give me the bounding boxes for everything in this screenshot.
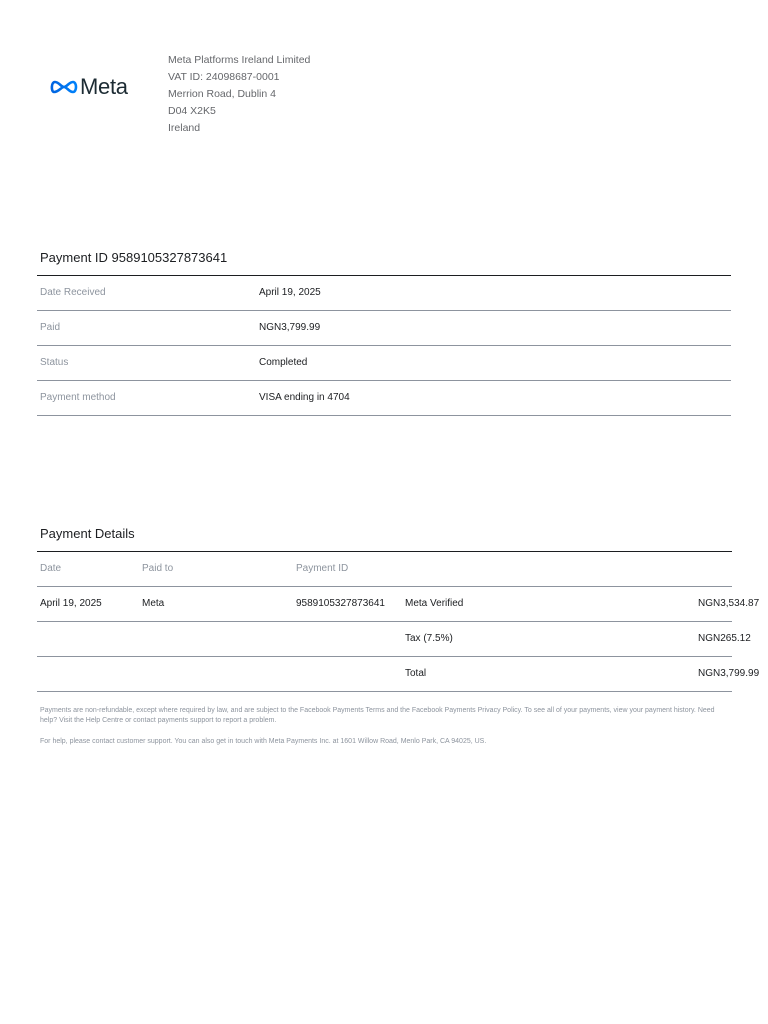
summary-value: NGN3,799.99 [259,322,321,333]
details-header-row [37,552,732,587]
company-address [168,52,310,137]
item-description: Meta Verified [405,598,464,609]
summary-label: Date Received [40,287,106,298]
summary-value: VISA ending in 4704 [259,392,350,403]
item-date: April 19, 2025 [40,598,102,609]
details-total-row [37,657,760,692]
meta-logo [50,74,128,100]
support-contact-note: For help, please contact customer support. You can also get in touch with Meta Payments Inc. at 1601 Willow Road, Menlo Park, CA 94025, US. [40,738,487,745]
vat-id: VAT ID: 24098687-0001 [168,71,280,83]
summary-row-date [37,276,731,311]
logo-text: Meta [80,74,128,99]
tax-amount: NGN265.12 [698,633,751,644]
company-name: Meta Platforms Ireland Limited [168,54,311,66]
item-paid-to: Meta [142,598,165,609]
header-payment-id: Payment ID [296,563,349,574]
summary-row-method [37,381,731,416]
header-date: Date [40,563,62,574]
summary-row-paid [37,311,731,346]
item-amount: NGN3,534.87 [698,598,760,609]
summary-label: Paid [40,322,61,333]
summary-value: Completed [259,357,308,368]
total-amount: NGN3,799.99 [698,668,760,679]
country: Ireland [168,122,201,134]
summary-label: Payment method [40,392,116,403]
details-item-row [37,587,760,622]
tax-label: Tax (7.5%) [405,633,453,644]
details-tax-row [37,622,751,657]
summary-row-status [37,346,731,381]
payment-details-title: Payment Details [40,526,135,541]
summary-label: Status [40,357,69,368]
payment-details-table [37,551,760,692]
total-label: Total [405,668,427,679]
item-payment-id: 9589105327873641 [296,598,385,609]
summary-value: April 19, 2025 [259,287,321,298]
refund-policy-note: Payments are non-refundable, except where required by law, and are subject to the Facebook Payments Terms and the Facebook Payments Privacy Policy. To see all of your payments, view your payment history. Need help? Visit the Help Centre or contact payments support to report a problem. [40,707,715,724]
payment-id-title: Payment ID 9589105327873641 [40,250,228,265]
postcode: D04 X2K5 [168,105,216,117]
header-paid-to: Paid to [142,563,174,574]
street-address: Merrion Road, Dublin 4 [168,88,276,100]
meta-infinity-icon [50,77,78,97]
payment-summary-table [37,275,731,416]
